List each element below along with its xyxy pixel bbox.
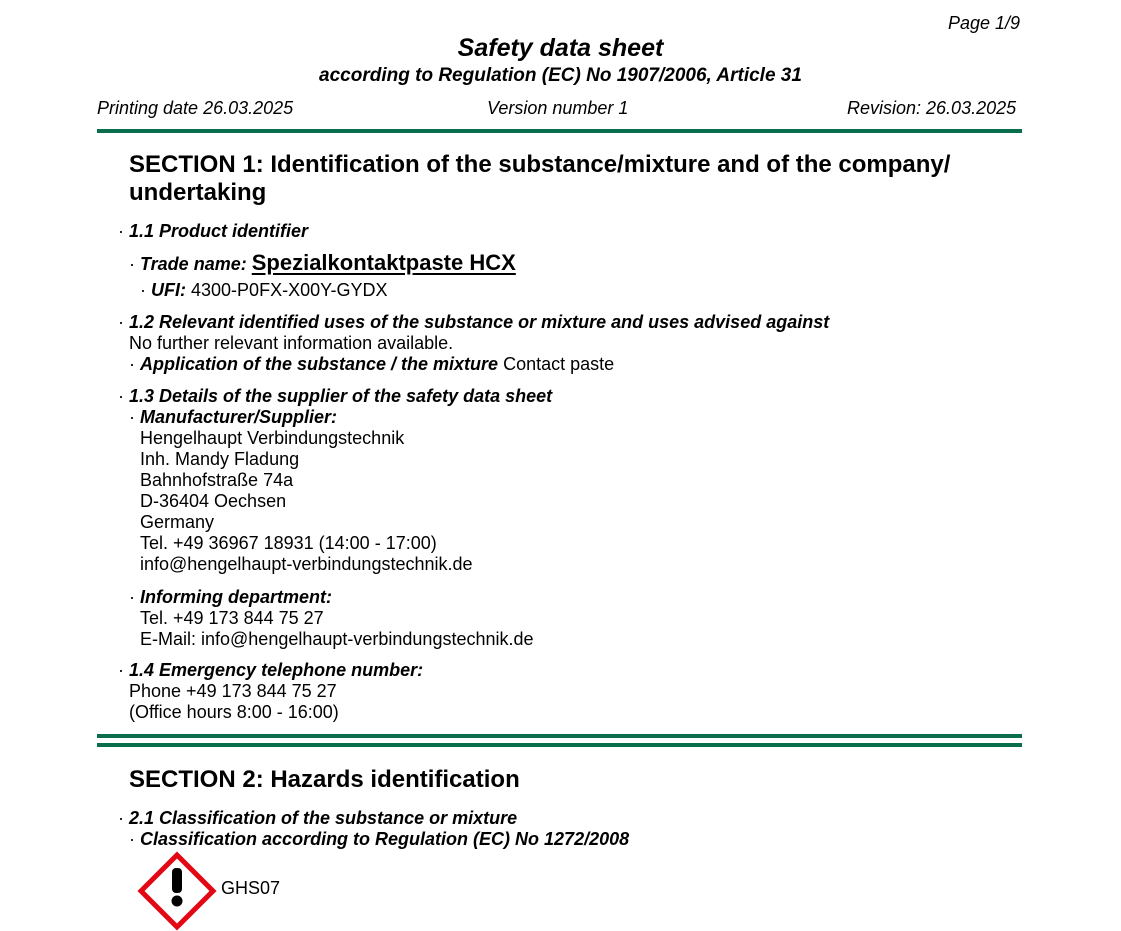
page-number: Page 1/9 (948, 13, 1021, 33)
application-label: Application of the substance / the mixture (140, 354, 499, 374)
manufacturer-line: Hengelhaupt Verbindungstechnik (140, 428, 405, 448)
document-title: Safety data sheet (457, 34, 664, 62)
s14-heading: 1.4 Emergency telephone number: (129, 660, 424, 680)
header-rule (97, 129, 1022, 133)
emergency-details (129, 681, 339, 723)
emergency-line: Phone +49 173 844 75 27 (129, 681, 337, 701)
application-row: · Application of the substance / the mixture Contact paste (129, 354, 615, 374)
manufacturer-address (140, 428, 473, 575)
s12-text: No further relevant information available. (129, 333, 454, 353)
ufi-value: 4300-P0FX-X00Y-GYDX (191, 280, 388, 300)
manufacturer-line: Bahnhofstraße 74a (140, 470, 294, 490)
section-divider-top (97, 734, 1022, 738)
manufacturer-line: Inh. Mandy Fladung (140, 449, 300, 469)
trade-name-row: · Trade name: Spezialkontaktpaste HCX (129, 250, 516, 275)
document-subtitle: according to Regulation (EC) No 1907/2006, Article 31 (319, 65, 802, 86)
trade-name-label: Trade name: (140, 254, 247, 274)
emergency-line: (Office hours 8:00 - 16:00) (129, 702, 339, 722)
trade-name-value: Spezialkontaktpaste HCX (251, 250, 516, 275)
manufacturer-line: Germany (140, 512, 215, 532)
informing-line: Tel. +49 173 844 75 27 (140, 608, 324, 628)
s13-row: · 1.3 Details of the supplier of the safety data sheet (118, 386, 553, 406)
manufacturer-row: · Manufacturer/Supplier: (129, 407, 338, 427)
manufacturer-label: Manufacturer/Supplier: (140, 407, 338, 427)
ghs07-exclamation-icon (137, 851, 217, 931)
manufacturer-email: info@hengelhaupt-verbindungstechnik.de (140, 554, 473, 574)
s13-heading: 1.3 Details of the supplier of the safety data sheet (129, 386, 553, 406)
section2-title: SECTION 2: Hazards identification (129, 766, 520, 793)
informing-line: E-Mail: info@hengelhaupt-verbindungstechnik.de (140, 629, 534, 649)
s21-heading: 2.1 Classification of the substance or mixture (129, 808, 518, 828)
manufacturer-line: Tel. +49 36967 18931 (14:00 - 17:00) (140, 533, 437, 553)
application-value: Contact paste (503, 354, 615, 374)
informing-row: · Informing department: (129, 587, 332, 607)
informing-details (140, 608, 534, 650)
s14-row: · 1.4 Emergency telephone number: (118, 660, 424, 680)
s12-row: · 1.2 Relevant identified uses of the substance or mixture and uses advised against (118, 312, 830, 332)
classification-label: Classification according to Regulation (EC) No 1272/2008 (140, 829, 630, 849)
s11-heading: 1.1 Product identifier (129, 221, 309, 241)
ufi-label: UFI: (151, 280, 186, 300)
manufacturer-line: D-36404 Oechsen (140, 491, 287, 511)
section-divider-bottom (97, 743, 1022, 747)
section1-title-line1: SECTION 1: Identification of the substance/mixture and of the company/ (129, 151, 951, 178)
s12-heading: 1.2 Relevant identified uses of the substance or mixture and uses advised against (129, 312, 830, 332)
ufi-row: · UFI: 4300-P0FX-X00Y-GYDX (140, 280, 388, 300)
informing-label: Informing department: (140, 587, 332, 607)
version-number: Version number 1 (487, 98, 629, 118)
section1-title-line2: undertaking (129, 179, 267, 206)
classification-row: · Classification according to Regulation (EC) No 1272/2008 (129, 829, 630, 849)
revision-date: Revision: 26.03.2025 (847, 98, 1017, 118)
printing-date: Printing date 26.03.2025 (97, 98, 294, 118)
s11-row: · 1.1 Product identifier (118, 221, 309, 241)
pictogram-code: GHS07 (221, 878, 281, 898)
s21-row: · 2.1 Classification of the substance or mixture (118, 808, 518, 828)
